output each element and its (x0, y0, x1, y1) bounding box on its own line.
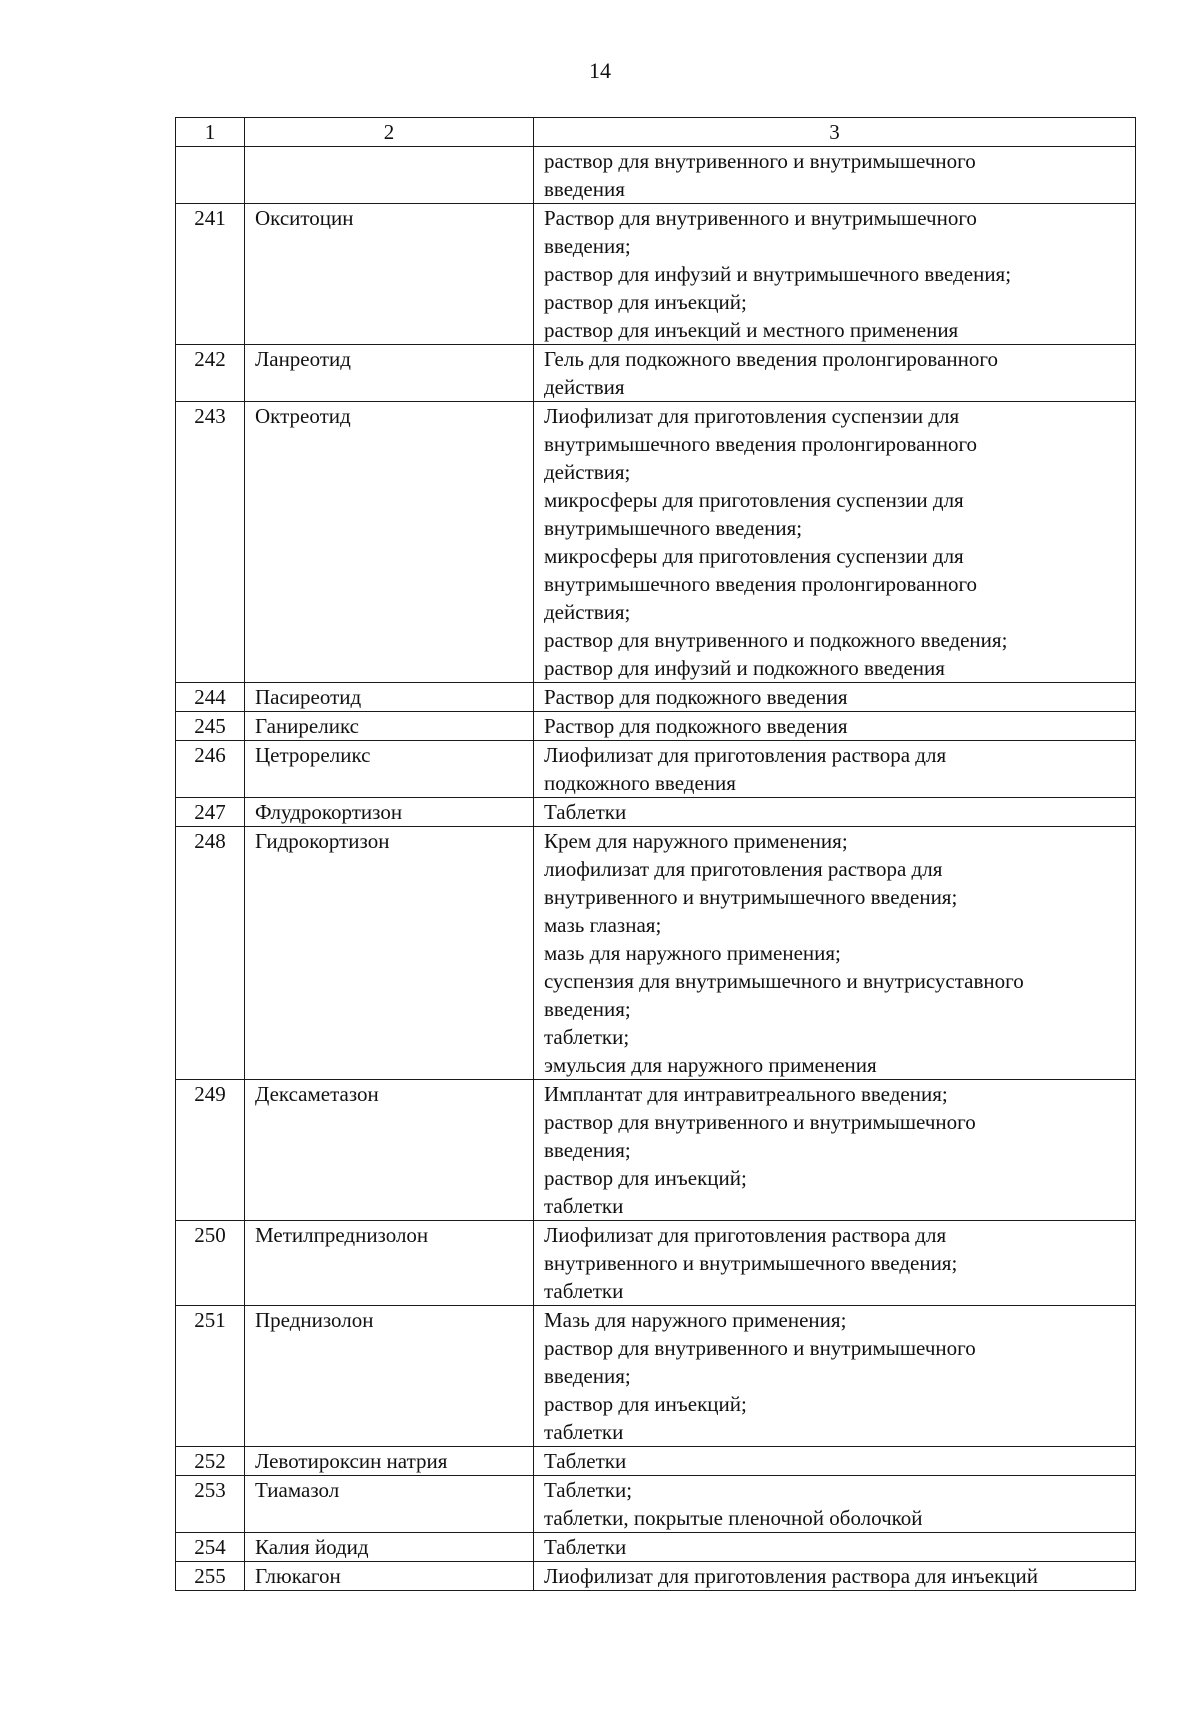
row-number: 243 (176, 402, 245, 683)
row-number: 248 (176, 827, 245, 1080)
dosage-forms: Таблетки (534, 1447, 1136, 1476)
table-row (176, 1221, 1136, 1306)
row-number: 249 (176, 1080, 245, 1221)
row-number: 247 (176, 798, 245, 827)
table-row (176, 1476, 1136, 1533)
medicine-name: Пасиреотид (245, 683, 534, 712)
table-row (176, 1447, 1136, 1476)
dosage-forms: Лиофилизат для приготовления суспензии для внутримышечного введения пролонгированного действия; микросферы для приготовления суспензии для внутримышечного введения; микросферы для приготовления суспензии для внутримышечного введения пролонгированного действия; раствор для внутривенного и подкожного введения; раствор для инфузий и подкожного введения (534, 402, 1136, 683)
dosage-forms: Таблетки (534, 1533, 1136, 1562)
table-body (176, 147, 1136, 1591)
row-number (176, 147, 245, 204)
header-col-forms: 3 (534, 118, 1136, 147)
medicine-name: Левотироксин натрия (245, 1447, 534, 1476)
table-row (176, 1533, 1136, 1562)
dosage-forms: Лиофилизат для приготовления раствора для внутривенного и внутримышечного введения; таблетки (534, 1221, 1136, 1306)
row-number: 252 (176, 1447, 245, 1476)
dosage-forms: Крем для наружного применения; лиофилизат для приготовления раствора для внутривенного и внутримышечного введения; мазь глазная; мазь для наружного применения; суспензия для внутримышечного и внутрисуставного введения; таблетки; эмульсия для наружного применения (534, 827, 1136, 1080)
medicine-name: Глюкагон (245, 1562, 534, 1591)
table-row (176, 712, 1136, 741)
header-col-number: 1 (176, 118, 245, 147)
medicine-name: Тиамазол (245, 1476, 534, 1533)
table-row (176, 204, 1136, 345)
medicine-name: Ганиреликс (245, 712, 534, 741)
dosage-forms: раствор для внутривенного и внутримышечного введения (534, 147, 1136, 204)
dosage-forms: Таблетки (534, 798, 1136, 827)
row-number: 244 (176, 683, 245, 712)
table-row (176, 683, 1136, 712)
table-row (176, 1080, 1136, 1221)
medicine-name: Метилпреднизолон (245, 1221, 534, 1306)
table-row (176, 741, 1136, 798)
dosage-forms: Лиофилизат для приготовления раствора для подкожного введения (534, 741, 1136, 798)
row-number: 245 (176, 712, 245, 741)
medicine-name: Флудрокортизон (245, 798, 534, 827)
row-number: 242 (176, 345, 245, 402)
medicine-name: Ланреотид (245, 345, 534, 402)
dosage-forms: Раствор для подкожного введения (534, 683, 1136, 712)
header-row (176, 118, 1136, 147)
table-row (176, 402, 1136, 683)
table-row (176, 147, 1136, 204)
dosage-forms: Раствор для внутривенного и внутримышечного введения; раствор для инфузий и внутримышечного введения; раствор для инъекций; раствор для инъекций и местного применения (534, 204, 1136, 345)
medicine-name: Окситоцин (245, 204, 534, 345)
dosage-forms: Таблетки; таблетки, покрытые пленочной оболочкой (534, 1476, 1136, 1533)
row-number: 251 (176, 1306, 245, 1447)
row-number: 253 (176, 1476, 245, 1533)
medicine-name: Преднизолон (245, 1306, 534, 1447)
table-row (176, 1306, 1136, 1447)
medicine-name: Цетрореликс (245, 741, 534, 798)
medicine-name: Октреотид (245, 402, 534, 683)
dosage-forms: Имплантат для интравитреального введения; раствор для внутривенного и внутримышечного введения; раствор для инъекций; таблетки (534, 1080, 1136, 1221)
dosage-forms: Мазь для наружного применения; раствор для внутривенного и внутримышечного введения; раствор для инъекций; таблетки (534, 1306, 1136, 1447)
table-header (176, 118, 1136, 147)
medicine-name: Калия йодид (245, 1533, 534, 1562)
medicine-name: Гидрокортизон (245, 827, 534, 1080)
table-row (176, 827, 1136, 1080)
table-row (176, 1562, 1136, 1591)
dosage-forms: Лиофилизат для приготовления раствора для инъекций (534, 1562, 1136, 1591)
dosage-forms: Гель для подкожного введения пролонгированного действия (534, 345, 1136, 402)
table-row (176, 798, 1136, 827)
row-number: 246 (176, 741, 245, 798)
header-col-name: 2 (245, 118, 534, 147)
row-number: 250 (176, 1221, 245, 1306)
row-number: 254 (176, 1533, 245, 1562)
medicines-table (175, 117, 1136, 1591)
medicine-name (245, 147, 534, 204)
dosage-forms: Раствор для подкожного введения (534, 712, 1136, 741)
table-row (176, 345, 1136, 402)
medicine-name: Дексаметазон (245, 1080, 534, 1221)
row-number: 241 (176, 204, 245, 345)
row-number: 255 (176, 1562, 245, 1591)
page-number: 14 (589, 58, 611, 83)
